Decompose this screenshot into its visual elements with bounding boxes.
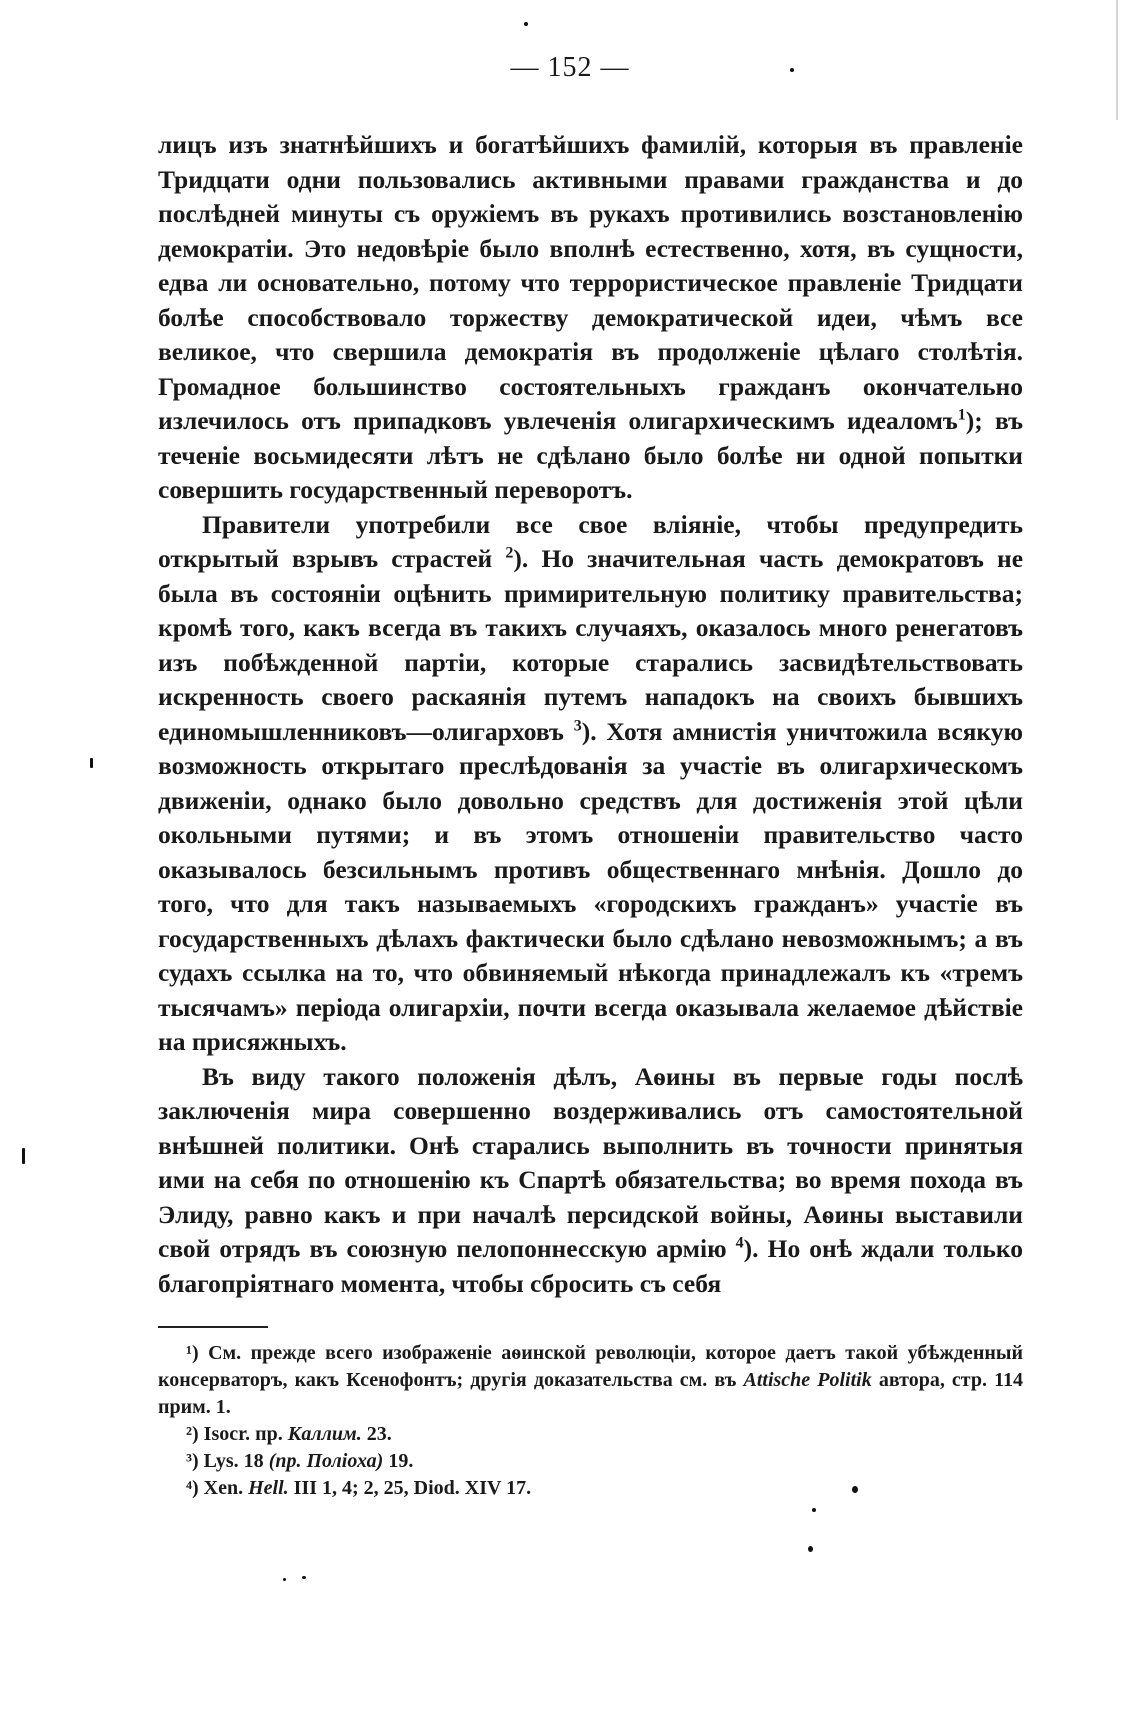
footnote-1-text-b: автора, стр. 114 прим. 1. — [158, 1369, 1023, 1418]
footnote-ref-1: 1 — [957, 406, 966, 424]
paragraph-1-text: лицъ изъ знатнѣйшихъ и богатѣйшихъ фамилій, которыя въ правленіе Тридцати одни пользовались активными правами гражданства и до послѣдней минуты съ оружіемъ въ рукахъ противились возстановленію демократіи. Это недовѣріе было вполнѣ естественно, хотя, въ сущности, едва ли основательно, потому что террористическое правленіе Тридцати болѣе способствовало торжеству демократической идеи, чѣмъ все великое, что свершила демократія въ продолженіе цѣлаго столѣтія. Громадное большинство состоятельныхъ гражданъ окончательно излечилось отъ припадковъ увлеченія олигархическимъ идеаломъ — [158, 130, 1023, 435]
footnote-1 — [158, 1340, 1023, 1421]
paragraph-2-text-b: . Но значительная часть демократовъ не была въ состояніи оцѣнить примирительную политику правительства; кромѣ того, какъ всегда въ такихъ случаяхъ, оказалось много ренегатовъ изъ побѣжденной партіи, которые старались засвидѣтельствовать искренность своего раскаянія путемъ нападокъ на своихъ бывшихъ единомышленниковъ—олигарховъ — [158, 544, 1024, 746]
scan-speck — [790, 68, 794, 72]
footnote-4-italic: Hell. — [248, 1477, 289, 1499]
footnote-2-text-b: 23. — [361, 1423, 392, 1445]
footnote-ref-2: 2 — [505, 544, 514, 562]
scan-speck — [808, 1546, 813, 1552]
page-number: — 152 — — [510, 52, 630, 83]
paragraph-2-text-a: Правители употребили все свое вліяніе, чтобы предупредить открытый взрывъ страстей — [158, 509, 1023, 573]
footnote-2 — [158, 1421, 1023, 1448]
footnote-3-text-a: Lys. 18 — [198, 1450, 269, 1472]
scan-speck — [22, 1148, 25, 1164]
scan-speck — [812, 1508, 816, 1512]
scan-speck — [302, 1576, 306, 1579]
footnote-4 — [158, 1475, 1023, 1502]
paragraph-1: лицъ изъ знатнѣйшихъ и богатѣйшихъ фамилій, которыя въ правленіе Тридцати одни пользовались активными правами гражданства и до послѣдней минуты съ оружіемъ въ рукахъ противились возстановленію демократіи. Это недовѣріе было вполнѣ естественно, хотя, въ сущности, едва ли основательно, потому что террористическое правленіе Тридцати болѣе способствовало торжеству демократической идеи, чѣмъ все великое, что свершила демократія въ продолженіе цѣлаго столѣтія. Громадное большинство состоятельныхъ гражданъ окончательно излечилось отъ припадковъ увлеченія олигархическимъ идеаломъ$^1$); въ теченіе восьмидесяти лѣтъ не сдѣлано было болѣе ни одной попытки совершить государственный переворотъ. — [158, 130, 1023, 504]
footnote-4-text-b: III 1, 4; 2, 25, Diod. XIV 17. — [288, 1477, 532, 1499]
paragraph-2-text-c: . Хотя амнистія уничтожила всякую возможность открытаго преслѣдованія за участіе въ олигархическомъ движеніи, однако было довольно средствъ для достиженія этой цѣли окольными путями; и въ этомъ отношеніи правительство часто оказывалось безсильнымъ противъ общественнаго мнѣнія. Дошло до того, что для такъ называемыхъ «городскихъ гражданъ» участіе въ государственныхъ дѣлахъ фактически было сдѣлано невозможнымъ; а въ судахъ ссылка на то, что обвиняемый нѣкогда принадлежалъ къ «тремъ тысячамъ» періода олигархіи, почти всегда оказывала желаемое дѣйствіе на присяжныхъ. — [158, 716, 1023, 1056]
footnote-3-mark: ³) — [186, 1450, 199, 1472]
paragraph-2: Правители употребили все свое вліяніе, чтобы предупредить открытый взрывъ страстей $^2$). Но значительная часть демократовъ не была въ состояніи оцѣнить примирительную политику правительства; кромѣ того, какъ всегда въ такихъ случаяхъ, оказалось много ренегатовъ изъ побѣжденной партіи, которые старались засвидѣтельствовать искренность своего раскаянія путемъ нападокъ на своихъ бывшихъ единомышленниковъ—олигарховъ $^3$). Хотя амнистія уничтожила всякую возможность открытаго преслѣдованія за участіе въ олигархическомъ движеніи, однако было довольно средствъ для достиженія этой цѣли окольными путями; и въ этомъ отношеніи правительство часто оказывалось безсильнымъ противъ общественнаго мнѣнія. Дошло до того, что для такъ называемыхъ «городскихъ гражданъ» участіе въ государственныхъ дѣлахъ фактически было сдѣлано невозможнымъ; а въ судахъ ссылка на то, что обвиняемый нѣкогда принадлежалъ къ «тремъ тысячамъ» періода олигархіи, почти всегда оказывала желаемое дѣйствіе на присяжныхъ. — [158, 509, 1024, 1056]
footnotes — [158, 1340, 1023, 1502]
scan-speck — [852, 1486, 858, 1493]
footnote-ref-3: 3 — [573, 717, 582, 734]
footnote-3-italic: (пр. Поліоха) — [268, 1450, 384, 1472]
paragraph-3-text-b: . Но онѣ ждали только благопріятнаго момента, чтобы сбросить съ себя — [158, 1234, 1023, 1298]
footnote-1-text-a: См. прежде всего изображеніе аѳинской революціи, которое даетъ такой убѣжденный консерваторъ, какъ Ксенофонтъ; другія доказательства см. въ — [158, 1342, 1023, 1391]
footnote-4-mark: ⁴) — [186, 1477, 199, 1499]
paragraph-3: Въ виду такого положенія дѣлъ, Аѳины въ первые годы послѣ заключенія мира совершенно воздерживались отъ самостоятельной внѣшней политики. Онѣ старались выполнить въ точности принятыя ими на себя по отношенію къ Спартѣ обязательства; во время похода въ Элиду, равно какъ и при началѣ персидской войны, Аѳины выставили свой отрядъ въ союзную пелопоннесскую армію $^4$). Но онѣ ждали только благопріятнаго момента, чтобы сбросить съ себя — [158, 1061, 1023, 1298]
footnote-3 — [158, 1448, 1023, 1475]
paragraph-1-tail: ; въ теченіе восьмидесяти лѣтъ не сдѣлано было болѣе ни одной попытки совершить государственный переворотъ. — [158, 406, 1023, 504]
scan-speck — [90, 758, 93, 768]
footnote-2-text-a: Isocr. пр. — [198, 1423, 288, 1445]
footnote-2-mark: ²) — [186, 1423, 199, 1445]
footnote-1-italic: Attische Politik — [743, 1369, 872, 1391]
main-text — [158, 128, 1023, 1301]
footnote-divider — [158, 1326, 268, 1328]
footnote-3-text-b: 19. — [383, 1450, 414, 1472]
footnote-ref-4: 4 — [735, 1234, 744, 1252]
paragraph-3-text-a: Въ виду такого положенія дѣлъ, Аѳины въ первые годы послѣ заключенія мира совершенно воздерживались отъ самостоятельной внѣшней политики. Онѣ старались выполнить въ точности принятыя ими на себя по отношенію къ Спартѣ обязательства; во время похода въ Элиду, равно какъ и при началѣ персидской войны, Аѳины выставили свой отрядъ въ союзную пелопоннесскую армію — [158, 1061, 1023, 1263]
scan-speck — [283, 1578, 286, 1581]
footnote-1-mark: ¹) — [186, 1342, 199, 1364]
footnote-4-text-a: Xen. — [198, 1477, 249, 1499]
scan-speck — [524, 22, 528, 26]
footnote-2-italic: Каллим. — [287, 1423, 362, 1445]
